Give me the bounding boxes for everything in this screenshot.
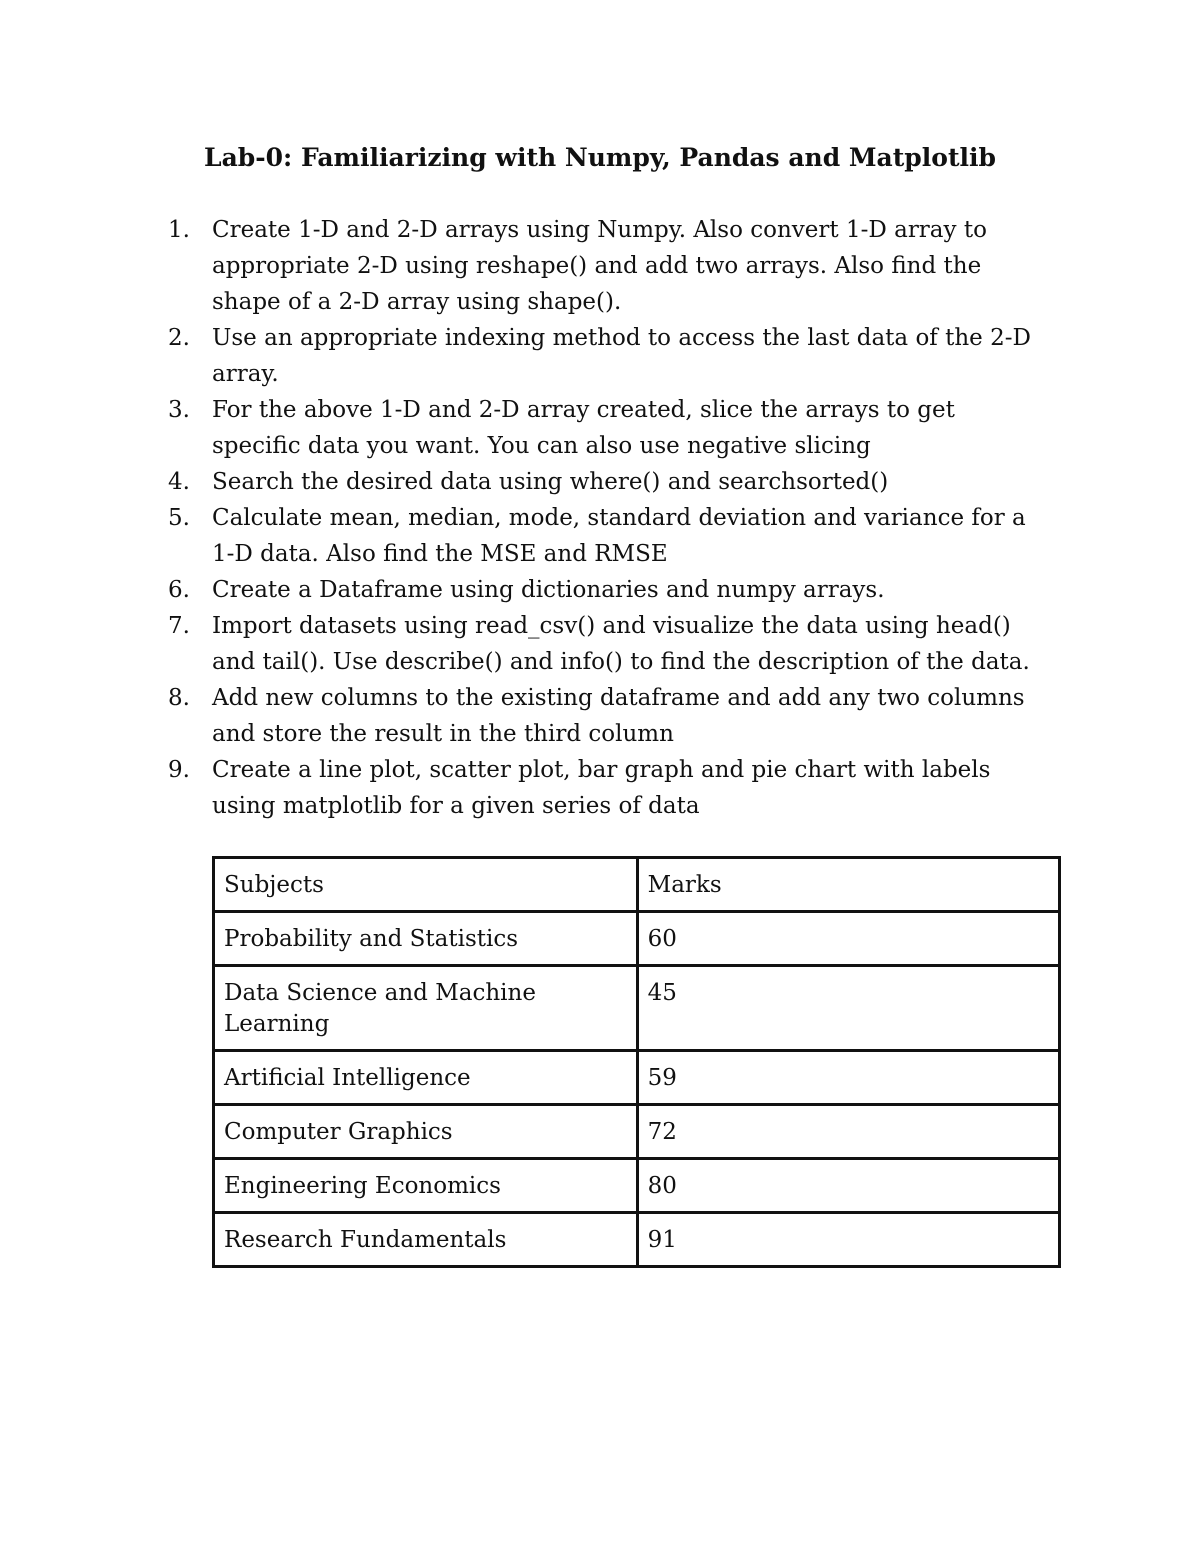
list-item-text: Create a line plot, scatter plot, bar graph and pie chart with labels using matplotlib for a given series of data (212, 757, 991, 819)
list-item-number: 1. (168, 217, 190, 243)
list-item (168, 572, 1068, 608)
table-row (214, 1051, 1060, 1105)
list-item-text: Use an appropriate indexing method to access the last data of the 2-D array. (212, 325, 1031, 387)
list-item (168, 212, 1068, 320)
table-cell-subject: Computer Graphics (214, 1105, 638, 1159)
list-item-text: Calculate mean, median, mode, standard deviation and variance for a 1-D data. Also find the MSE and RMSE (212, 505, 1026, 567)
table-header-marks: Marks (637, 858, 1059, 912)
list-item-number: 6. (168, 577, 190, 603)
table-cell-marks: 80 (637, 1159, 1059, 1213)
list-item-text: Import datasets using read_csv() and visualize the data using head() and tail(). Use describe() and info() to find the description of the data. (212, 613, 1030, 675)
list-item (168, 608, 1068, 680)
list-item-number: 4. (168, 469, 190, 495)
list-item (168, 680, 1068, 752)
table-header-row (214, 858, 1060, 912)
table-cell-marks: 60 (637, 912, 1059, 966)
list-item-number: 7. (168, 613, 190, 639)
list-item-text: Create a Dataframe using dictionaries and numpy arrays. (212, 577, 885, 603)
list-item-number: 5. (168, 505, 190, 531)
list-item-number: 3. (168, 397, 190, 423)
table-cell-marks: 45 (637, 966, 1059, 1051)
table-cell-marks: 59 (637, 1051, 1059, 1105)
table-cell-subject: Engineering Economics (214, 1159, 638, 1213)
table-cell-marks: 91 (637, 1213, 1059, 1267)
table-row (214, 966, 1060, 1051)
table-cell-subject: Probability and Statistics (214, 912, 638, 966)
list-item-text: Create 1-D and 2-D arrays using Numpy. Also convert 1-D array to appropriate 2-D using reshape() and add two arrays. Also find the shape of a 2-D array using shape(). (212, 217, 987, 315)
marks-table (212, 856, 1061, 1268)
list-item-text: Search the desired data using where() and searchsorted() (212, 469, 889, 495)
list-item-text: For the above 1-D and 2-D array created, slice the arrays to get specific data you want. You can also use negative slicing (212, 397, 955, 459)
list-item (168, 464, 1068, 500)
list-item-number: 2. (168, 325, 190, 351)
document-title: Lab-0: Familiarizing with Numpy, Pandas and Matplotlib (204, 143, 996, 172)
task-list (168, 212, 1068, 824)
list-item-text: Add new columns to the existing dataframe and add any two columns and store the result in the third column (212, 685, 1025, 747)
list-item (168, 752, 1068, 824)
table-cell-subject: Research Fundamentals (214, 1213, 638, 1267)
list-item (168, 392, 1068, 464)
list-item-number: 9. (168, 757, 190, 783)
table-header-subjects: Subjects (214, 858, 638, 912)
table-cell-marks: 72 (637, 1105, 1059, 1159)
table-row (214, 1213, 1060, 1267)
table-cell-subject: Artificial Intelligence (214, 1051, 638, 1105)
list-item (168, 500, 1068, 572)
list-item-number: 8. (168, 685, 190, 711)
table-row (214, 1105, 1060, 1159)
table-cell-subject: Data Science and Machine Learning (214, 966, 638, 1051)
list-item (168, 320, 1068, 392)
table-row (214, 1159, 1060, 1213)
table-row (214, 912, 1060, 966)
